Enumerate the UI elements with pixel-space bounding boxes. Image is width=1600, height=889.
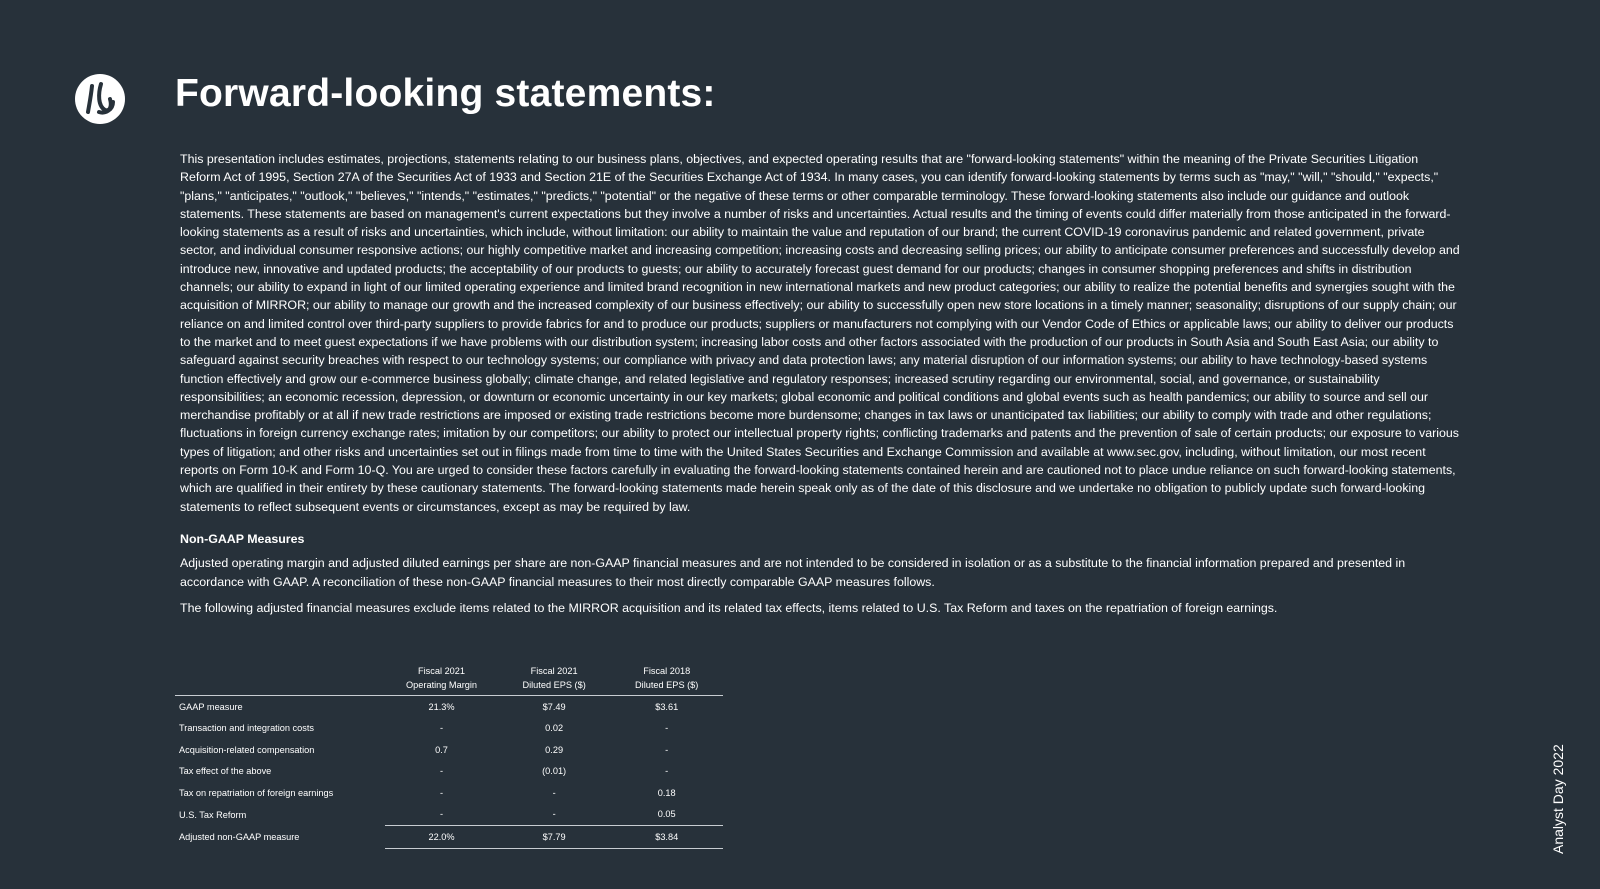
table-cell: 0.02 — [545, 723, 564, 734]
table-column-header — [610, 662, 723, 696]
table-cell: 0.05 — [657, 809, 676, 820]
non-gaap-paragraph-1: Adjusted operating margin and adjusted diluted earnings per share are non-GAAP financial measures and are not intended to be considered in isolation or as a substitute to the financial information prepared and presented in accordance with GAAP. A reconciliation of these non-GAAP financial measures to their most directly comparable GAAP measures follows. — [180, 556, 1406, 589]
table-cell: 0.18 — [657, 787, 676, 798]
row-label: U.S. Tax Reform — [179, 809, 247, 820]
non-gaap-paragraph-2: The following adjusted financial measures exclude items related to the MIRROR acquisition and its related tax effects, items related to U.S. Tax Reform and taxes on the repatriation of foreign earnings. — [180, 600, 1278, 615]
column-header-line2: Diluted EPS ($) — [635, 680, 699, 690]
table-cell: (0.01) — [542, 766, 567, 777]
row-label: Tax effect of the above — [179, 766, 272, 777]
table-total-row — [175, 826, 723, 849]
table-cell: 22.0% — [385, 826, 498, 849]
table-column-header — [385, 662, 498, 696]
table-row — [175, 739, 723, 761]
table-cell: - — [665, 744, 669, 755]
table-cell: - — [440, 766, 444, 777]
row-label: Acquisition-related compensation — [179, 744, 315, 755]
table-cell: 21.3% — [428, 701, 455, 712]
table-header-row — [175, 662, 723, 696]
table-cell: - — [665, 723, 669, 734]
table-cell: $3.61 — [655, 701, 679, 712]
column-header-line2: Diluted EPS ($) — [522, 680, 586, 690]
page-title: Forward-looking statements: — [175, 72, 716, 115]
table-cell: $3.84 — [610, 826, 723, 849]
table-cell: - — [552, 809, 556, 820]
table-row — [175, 782, 723, 804]
column-header-line1: Fiscal 2018 — [643, 666, 691, 676]
table-row — [175, 696, 723, 718]
table-cell: - — [440, 787, 444, 798]
column-header-line2: Operating Margin — [406, 680, 478, 690]
forward-looking-paragraph: This presentation includes estimates, projections, statements relating to our business plans, objectives, and expected operating results that are "forward-looking statements" within the meaning of the Private Securities Litigation Reform Act of 1995, Section 27A of the Securities Act of 1933 and Section 21E of the Securities Exchange Act of 1934. In many cases, you can identify forward-looking statements by terms such as "may," "will," "should," "expects," "plans," "anticipates," "outlook," "believes," "intends," "estimates," "predicts," "potential" or the negative of these terms or other comparable terminology. These forward-looking statements also include our guidance and outlook statements. These statements are based on management's current expectations but they involve a number of risks and uncertainties. Actual results and the timing of events could differ materially from those anticipated in the forward-looking statements as a result of risks and uncertainties, which include, without limitation: our ability to maintain the value and reputation of our brand; the current COVID-19 coronavirus pandemic and related government, private sector, and individual consumer responsive actions; our highly competitive market and increasing competition; increasing costs and decreasing selling prices; our ability to anticipate consumer preferences and successfully develop and introduce new, innovative and updated products; the acceptability of our products to guests; our ability to accurately forecast guest demand for our products; changes in consumer shopping preferences and shifts in distribution channels; our ability to expand in light of our limited operating experience and limited brand recognition in new international markets and new product categories; our ability to realize the potential benefits and synergies sought with the acquisition of MIRROR; our ability to manage our growth and the increased complexity of our business effectively; our ability to successfully open new store locations in a timely manner; seasonality; disruptions of our supply chain; our reliance on and limited control over third-party suppliers to provide fabrics for and to produce our products; suppliers or manufacturers not complying with our Vendor Code of Ethics or applicable laws; our ability to deliver our products to the market and to meet guest expectations if we have problems with our distribution system; increasing labor costs and other factors associated with the production of our products in South Asia and South East Asia; our ability to safeguard against security breaches with respect to our technology systems; our compliance with privacy and data protection laws; any material disruption of our information systems; our ability to have technology-based systems function effectively and grow our e-commerce business globally; climate change, and related legislative and regulatory responses; increased scrutiny regarding our environmental, social, and governance, or sustainability responsibilities; an economic recession, depression, or downturn or economic uncertainty in our key markets; global economic and political conditions and global events such as health pandemics; our ability to source and sell our merchandise profitably or at all if new trade restrictions are imposed or existing trade restrictions become more burdensome; changes in tax laws or unanticipated tax liabilities; our ability to comply with trade and other regulations; fluctuations in foreign currency exchange rates; imitation by our competitors; our ability to protect our intellectual property rights; conflicting trademarks and patents and the prevention of sale of certain products; our exposure to various types of litigation; and other risks and uncertainties set out in filings made from time to time with the United States Securities and Exchange Commission and available at www.sec.gov, including, without limitation, our most recent reports on Form 10-K and Form 10-Q. You are urged to consider these factors carefully in evaluating the forward-looking statements contained herein and are cautioned not to place undue reliance on such forward-looking statements, which are qualified in their entirety by these cautionary statements. The forward-looking statements made herein speak only as of the date of this disclosure and we undertake no obligation to publicly update such forward-looking statements to reflect subsequent events or circumstances, except as may be required by law. — [180, 152, 1460, 514]
table-cell: $7.49 — [542, 701, 566, 712]
reconciliation-table-container — [175, 662, 723, 849]
table-cell: $7.79 — [498, 826, 611, 849]
row-label: Tax on repatriation of foreign earnings — [179, 787, 334, 798]
brand-logo-icon — [75, 74, 125, 124]
table-cell: 0.29 — [545, 744, 564, 755]
table-cell: - — [440, 809, 444, 820]
table-cell: 0.7 — [435, 744, 448, 755]
column-header-line1: Fiscal 2021 — [530, 666, 578, 676]
table-column-header — [498, 662, 611, 696]
table-row — [175, 761, 723, 783]
row-label: Adjusted non-GAAP measure — [179, 831, 300, 842]
table-header-blank — [175, 662, 385, 696]
table-row — [175, 804, 723, 826]
non-gaap-heading: Non-GAAP Measures — [180, 531, 305, 546]
column-header-line1: Fiscal 2021 — [418, 666, 466, 676]
row-label: GAAP measure — [179, 701, 243, 712]
reconciliation-table — [175, 662, 723, 849]
table-cell: - — [665, 766, 669, 777]
table-cell: - — [552, 787, 556, 798]
table-row — [175, 718, 723, 740]
row-label: Transaction and integration costs — [179, 723, 314, 734]
table-cell: - — [440, 723, 444, 734]
event-side-label: Analyst Day 2022 — [1550, 744, 1566, 854]
body-text — [180, 150, 1462, 625]
